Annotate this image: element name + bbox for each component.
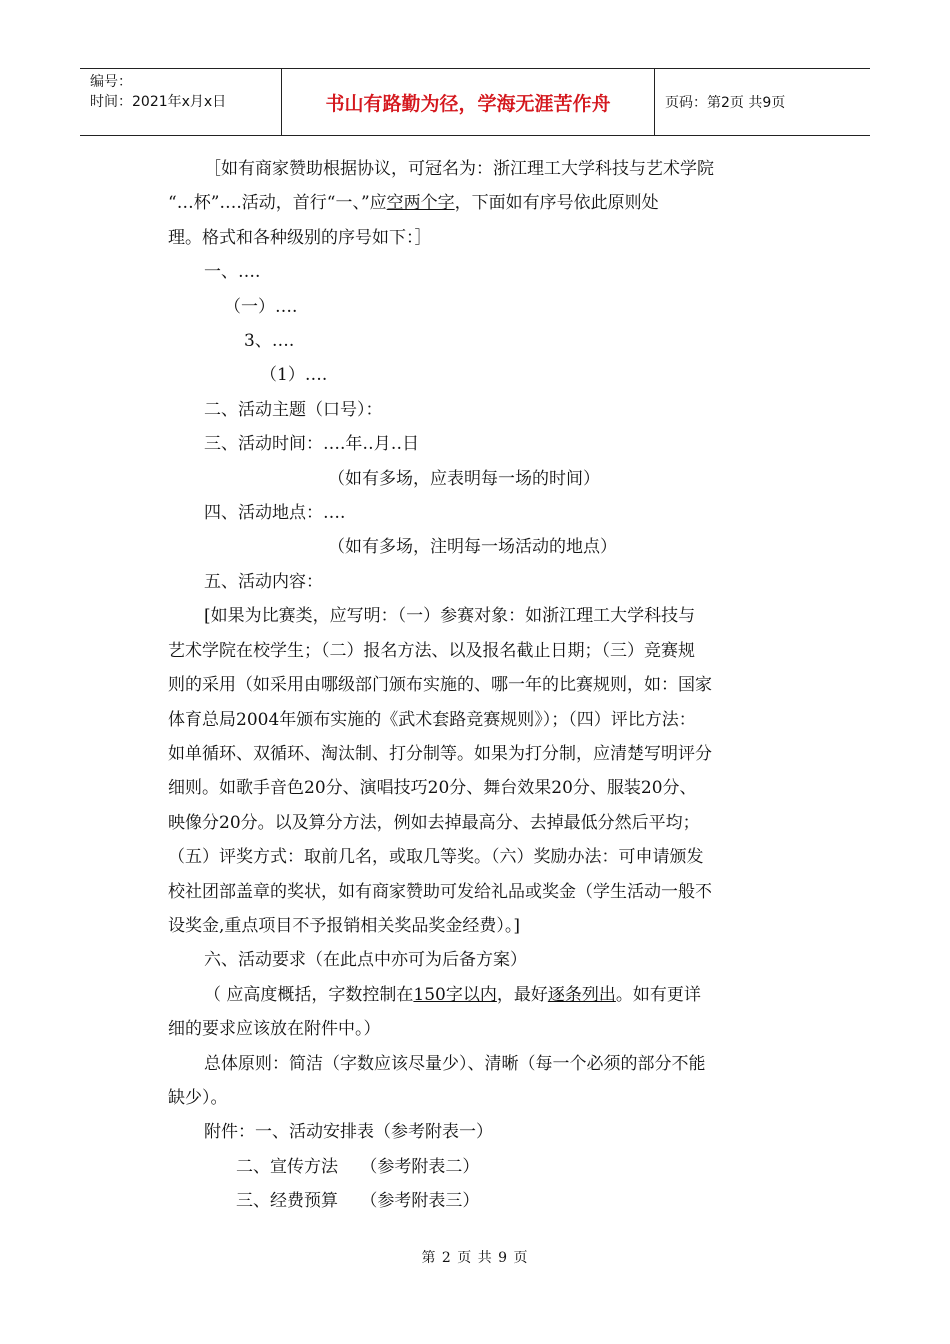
- paragraph-line: 如单循环、双循环、淘汰制、打分制等。如果为打分制，应清楚写明评分: [168, 743, 712, 764]
- underlined-text: 空两个字: [386, 193, 455, 214]
- header-page-label: 页码：第2页 共9页: [665, 95, 786, 111]
- paragraph-line: （ 应高度概括，字数控制在150字以内，最好逐条列出。如有更详: [204, 984, 701, 1005]
- attachment-line: 附件：一、活动安排表（参考附表一）: [204, 1122, 493, 1143]
- paragraph-line: 体育总局2004年颁布实施的《武术套路竞赛规则》）；（四）评比方法：: [168, 709, 696, 730]
- paragraph-line: 映像分20分。以及算分方法，例如去掉最高分、去掉最低分然后平均；: [168, 812, 700, 833]
- paragraph-line: 艺术学院在校学生；（二）报名方法、以及报名截止日期；（三）竞赛规: [168, 640, 695, 661]
- section-note: （如有多场，应表明每一场的时间）: [328, 468, 600, 489]
- paragraph-line: 设奖金,重点项目不予报销相关奖品奖金经费）。]: [168, 915, 521, 936]
- attachment-line: 二、宣传方法 （参考附表二）: [236, 1156, 480, 1177]
- numbering-example: （一）….: [224, 296, 298, 317]
- paragraph-line: [如果为比赛类，应写明：（一）参赛对象：如浙江理工大学科技与: [204, 606, 696, 627]
- numbering-example: 3、….: [244, 331, 295, 352]
- paragraph-line: （五）评奖方式：取前几名，或取几等奖。（六）奖励办法：可申请颁发: [168, 847, 704, 868]
- underlined-text: 150字以内: [413, 984, 497, 1005]
- paragraph-line: “…杯”….活动，首行“一、”应空两个字，下面如有序号依此原则处: [168, 193, 659, 214]
- numbering-example: （1）….: [260, 365, 328, 386]
- paragraph-line: 总体原则：简洁（字数应该尽量少）、清晰（每一个必须的部分不能: [204, 1053, 706, 1074]
- paragraph-line: 细则。如歌手音色20分、演唱技巧20分、舞台效果20分、服装20分、: [168, 778, 697, 799]
- paragraph-line: ［如有商家赞助根据协议，可冠名为：浙江理工大学科技与艺术学院: [204, 159, 714, 179]
- section-note: （如有多场，注明每一场活动的地点）: [328, 537, 617, 558]
- paragraph-line: 理。格式和各种级别的序号如下：］: [168, 227, 432, 248]
- number-label: 编号：: [90, 74, 132, 90]
- paragraph-line: 缺少）。: [168, 1087, 228, 1108]
- document-body: [168, 152, 788, 1219]
- attachment-line: 三、经费预算 （参考附表三）: [236, 1191, 480, 1212]
- section-heading: 二、活动主题（口号）：: [204, 399, 383, 420]
- page-footer: 第 2 页 共 9 页: [421, 1250, 529, 1266]
- date-label: 时间：2021年x月x日: [90, 94, 227, 110]
- section-heading: 四、活动地点：….: [204, 503, 346, 524]
- header-meta: [80, 69, 282, 135]
- section-heading: 三、活动时间：….年‥月‥日: [204, 434, 420, 455]
- paragraph-line: 则的采用（如采用由哪级部门颁布实施的、哪一年的比赛规则，如：国家: [168, 675, 712, 696]
- header-motto: 书山有路勤为径，学海无涯苦作舟: [282, 69, 655, 135]
- numbering-example: 一、….: [204, 262, 261, 283]
- paragraph-line: 细的要求应该放在附件中。）: [168, 1019, 381, 1040]
- underlined-text: 逐条列出: [547, 984, 616, 1005]
- section-heading: 六、活动要求（在此点中亦可为后备方案）: [204, 950, 527, 971]
- section-heading: 五、活动内容：: [204, 571, 323, 592]
- page-header: [80, 68, 870, 136]
- paragraph-line: 校社团部盖章的奖状，如有商家赞助可发给礼品或奖金（学生活动一般不: [168, 881, 712, 902]
